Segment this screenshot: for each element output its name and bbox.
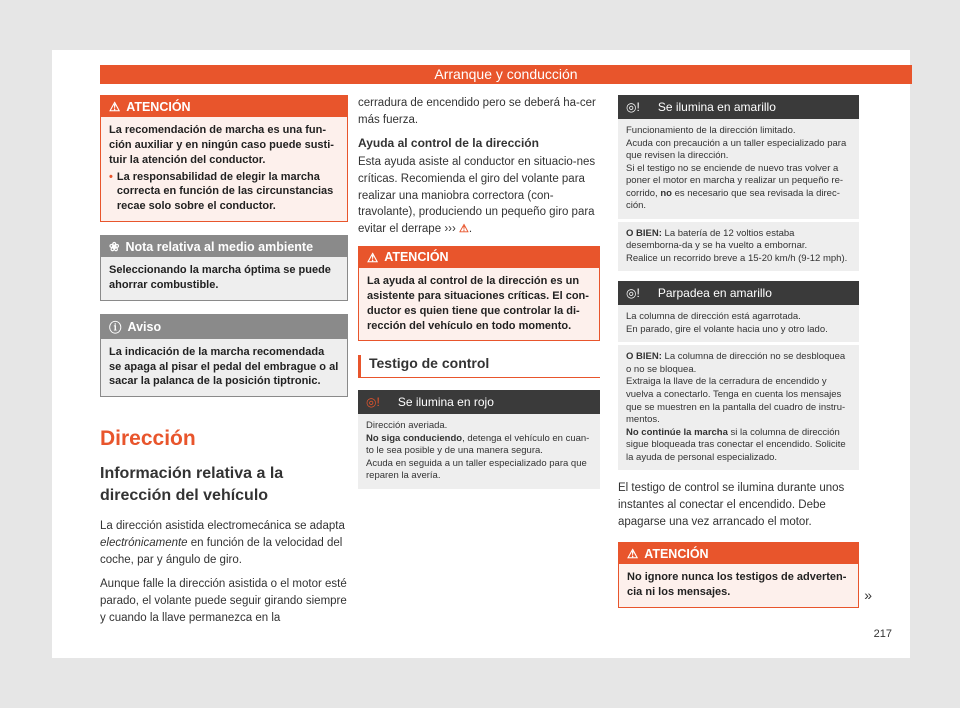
warning-triangle-icon: ⚠ (627, 547, 639, 562)
column-middle (358, 95, 600, 499)
chapter-header: Arranque y conducción (100, 65, 912, 84)
paragraph: El testigo de control se ilumina durante unos instantes al conectar el encendido. Debe apagarse una vez arrancado el motor. (618, 482, 845, 528)
page-number: 217 (873, 628, 892, 640)
warning-box (618, 542, 872, 608)
section-title: Dirección (100, 427, 196, 451)
lamp-blink-body: La columna de dirección está agarrotada. En parado, gire el volante hacia uno y otro lado. (618, 305, 859, 342)
warning-body: La ayuda al control de la dirección es un asistente para situaciones críticas. El con-ductor es quien tiene que controlar la di-rección del vehículo en todo momento. (359, 268, 599, 340)
steering-warning-red-icon: ◎! (366, 395, 380, 410)
warning-body: No ignore nunca los testigos de adverten-cia ni los mensajes. (619, 564, 858, 607)
paragraph: cerradura de encendido pero se deberá ha-cer más fuerza. (358, 97, 596, 126)
environment-note-box (100, 235, 348, 301)
lamp-yellow-header: ◎! Se ilumina en amarillo (618, 95, 859, 119)
lamp-red-header: ◎! Se ilumina en rojo (358, 390, 600, 414)
lamp-yellow-alt-body: O BIEN: La batería de 12 voltios estaba desemborna-da y se ha vuelto a embornar. Realice un recorrido breve a 15-20 km/h (9-12 mph). (618, 222, 859, 272)
warning-box (358, 246, 600, 341)
environment-note-header: ❀ Nota relativa al medio ambiente (101, 236, 347, 257)
manual-page (52, 50, 910, 658)
warning-body: La recomendación de marcha es una fun-ción auxiliar y en ningún caso puede susti-tuir la atención del conductor. • La responsabilidad de elegir la marcha correcta en función de las circunstancias recae solo sobre el conductor. (101, 117, 347, 221)
reference-arrows: ››› (444, 223, 456, 236)
notice-box (100, 314, 348, 398)
paragraph: Esta ayuda asiste al conductor en situacio-nes críticas. Recomienda el giro del volante para realizar una maniobra correctora (con-travolante), produciendo un pequeño giro para evitar el derrape ››› ⚠. (358, 156, 596, 236)
warning-header: ⚠ ATENCIÓN (619, 543, 858, 564)
paragraph: La dirección asistida electromecánica se adapta electrónicamente en función de la velocidad del coche, par y ángulo de giro. (100, 520, 345, 566)
continue-mark: » (864, 586, 872, 603)
warning-triangle-icon: ⚠ (109, 100, 121, 114)
warning-header: ⚠ ATENCIÓN (101, 96, 347, 117)
sub-title: Información relativa a la dirección del vehículo (100, 465, 284, 504)
paragraph: Aunque falle la dirección asistida o el motor esté parado, el volante puede seguir girando siempre y cuando la llave permanezca en la (100, 578, 347, 624)
leaf-icon: ❀ (109, 240, 120, 255)
notice-body: La indicación de la marcha recomendada se apaga al pisar el pedal del embrague o al sacar la palanca de la posición tiptronic. (101, 339, 347, 397)
paragraph-heading: Ayuda al control de la dirección (358, 136, 539, 151)
environment-note-body: Seleccionando la marcha óptima se puede ahorrar combustible. (101, 257, 347, 300)
column-left (100, 95, 348, 635)
warning-bullet: • La responsabilidad de elegir la marcha correcta en función de las circunstancias recae solo sobre el conductor. (109, 170, 334, 213)
lamp-yellow-body: Funcionamiento de la dirección limitado. Acuda con precaución a un taller especializado para que revisen la dirección. Si el testigo no se enciende de nuevo tras volver a poner el motor en marcha y realizar un pequeño re-corrido, no es necesario que sea revisada la direc-ción. (618, 119, 859, 219)
control-lamp-title: Testigo de control (358, 355, 600, 378)
notice-header: ⓘ Aviso (101, 315, 347, 339)
bullet-icon: • (109, 170, 113, 183)
warning-header: ⚠ ATENCIÓN (359, 247, 599, 268)
steering-warning-yellow-icon: ◎! (626, 100, 640, 114)
warning-box (100, 95, 348, 222)
lamp-red-block (358, 390, 600, 489)
info-icon: ⓘ (109, 320, 122, 335)
lamp-blink-block (618, 281, 859, 470)
lamp-red-body: Dirección averiada. No siga conduciendo, detenga el vehículo en cuan-to le sea posible y de una manera segura. Acuda en seguida a un taller especializado para que reparen la avería. (358, 414, 600, 489)
warning-triangle-icon: ⚠ (367, 250, 379, 265)
lamp-blink-alt-body: O BIEN: La columna de dirección no se desbloquea o no se bloquea. Extraiga la llave de la cerradura de encendido y vuelva a conectarlo. Tenga en cuenta los mensajes que se muestren en la pantalla del cuadro de instru-mentos. No continúe la marcha si la columna de dirección sigue bloqueada tras conectar el encendido. Solicite la ayuda de personal especializado. (618, 345, 859, 470)
column-right (618, 95, 872, 621)
warning-triangle-icon: ⚠ (459, 223, 469, 236)
lamp-yellow-block (618, 95, 859, 271)
steering-warning-yellow-icon: ◎! (626, 286, 640, 301)
lamp-blink-header: ◎! Parpadea en amarillo (618, 281, 859, 305)
